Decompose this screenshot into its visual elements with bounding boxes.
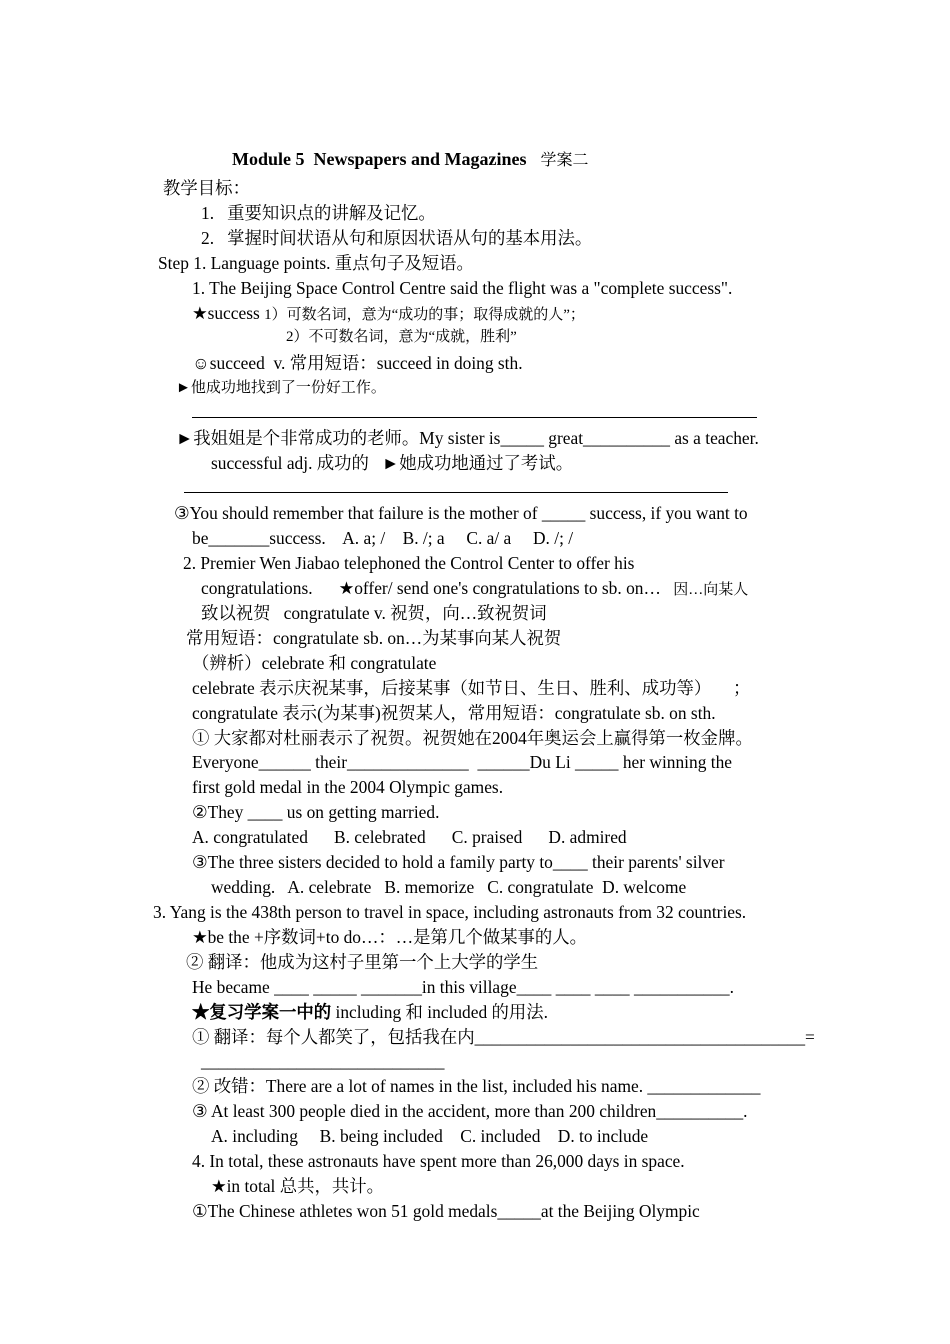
question-3b-line-1: ③The three sisters decided to hold a family party to____ their parents' silver bbox=[192, 852, 725, 872]
question-olympic: ①The Chinese athletes won 51 gold medals_____at the Beijing Olympic bbox=[192, 1201, 700, 1221]
congratulate-note: 致以祝贺 congratulate v. 祝贺，向…致祝贺词 bbox=[201, 603, 547, 623]
offer-meaning: 因…向某人 bbox=[669, 582, 749, 598]
goal-item-2: 2. 掌握时间状语从句和原因状语从句的基本用法。 bbox=[201, 228, 593, 248]
exercise-translate-5: ① 翻译：每个人都笑了，包括我在内______________________________________= bbox=[192, 1027, 815, 1047]
worksheet-tag: 学案二 bbox=[540, 152, 589, 169]
review-label: ★复习学案一中的 bbox=[192, 1002, 332, 1022]
question-3-line-1: ③You should remember that failure is the mother of _____ success, if you want to bbox=[174, 503, 748, 523]
question-2-options: A. congratulated B. celebrated C. praised D. admired bbox=[192, 827, 627, 847]
comparison-heading: （辨析）celebrate 和 congratulate bbox=[192, 653, 437, 673]
success-note bbox=[192, 302, 585, 326]
congratulate-usage: congratulate 表示(为某事)祝贺某人，常用短语：congratulate sb. on sth. bbox=[192, 703, 716, 723]
succeed-note: ☺succeed v. 常用短语：succeed in doing sth. bbox=[192, 353, 523, 373]
question-2: ②They ____ us on getting married. bbox=[192, 802, 440, 822]
offer-phrase: congratulations. ★offer/ send one's congratulations to sb. on… bbox=[201, 578, 670, 598]
question-accident-options: A. including B. being included C. included D. to include bbox=[211, 1126, 649, 1146]
error-correction: ② 改错：There are a lot of names in the list, included his name. _____________ bbox=[192, 1076, 761, 1096]
success-meaning-1: 1）可数名词，意为“成功的事；取得成就的人”； bbox=[264, 307, 585, 323]
fill-blank-line: Everyone______ their______________ ______Du Li _____ her winning the bbox=[192, 752, 733, 772]
answer-line[interactable] bbox=[184, 492, 728, 493]
goals-heading: 教学目标： bbox=[163, 178, 250, 198]
question-accident: ③ At least 300 people died in the accident, more than 200 children__________. bbox=[192, 1101, 748, 1121]
point-2-sentence: 2. Premier Wen Jiabao telephoned the Control Center to offer his bbox=[183, 553, 635, 573]
offer-congratulations-note bbox=[201, 577, 748, 601]
point-1-sentence: 1. The Beijing Space Control Centre said the flight was a "complete success". bbox=[192, 278, 733, 298]
including-review bbox=[192, 1001, 548, 1025]
exercise-translate-4: ② 翻译：他成为这村子里第一个上大学的学生 bbox=[186, 952, 539, 972]
success-term: ★success bbox=[192, 303, 265, 323]
answer-line[interactable] bbox=[192, 417, 757, 418]
success-meaning-2: 2）不可数名词，意为“成就，胜利” bbox=[286, 329, 517, 345]
ordinal-note: ★be the +序数词+to do…：…是第几个做某事的人。 bbox=[192, 927, 588, 947]
point-3-sentence: 3. Yang is the 438th person to travel in space, including astronauts from 32 countries. bbox=[153, 902, 747, 922]
congratulate-phrase: 常用短语：congratulate sb. on…为某事向某人祝贺 bbox=[186, 628, 562, 648]
answer-blank: ____________________________ bbox=[201, 1051, 445, 1071]
exercise-translate-1: ►他成功地找到了一份好工作。 bbox=[176, 380, 386, 396]
point-4-sentence: 4. In total, these astronauts have spent more than 26,000 days in space. bbox=[192, 1151, 685, 1171]
exercise-translate-2: ►我姐姐是个非常成功的老师。My sister is_____ great__________ as a teacher. bbox=[176, 428, 759, 448]
module-title: Module 5 Newspapers and Magazines bbox=[232, 149, 527, 169]
exercise-translate-3: ① 大家都对杜丽表示了祝贺。祝贺她在2004年奥运会上赢得第一枚金牌。 bbox=[192, 728, 753, 748]
goal-item-1: 1. 重要知识点的讲解及记忆。 bbox=[201, 203, 436, 223]
page-title bbox=[216, 126, 589, 194]
successful-note: successful adj. 成功的 ►她成功地通过了考试。 bbox=[211, 453, 574, 473]
review-text: including 和 included 的用法. bbox=[331, 1002, 549, 1022]
celebrate-note: celebrate 表示庆祝某事，后接某事（如节日、生日、胜利、成功等） ； bbox=[192, 678, 751, 698]
fill-blank-village: He became ____ _____ _______in this village____ ____ ____ ___________. bbox=[192, 977, 734, 997]
fill-blank-line-2: first gold medal in the 2004 Olympic games. bbox=[192, 777, 504, 797]
in-total-note: ★in total 总共，共计。 bbox=[211, 1176, 385, 1196]
question-3-line-2: be_______success. A. a; / B. /; a C. a/ a D. /; / bbox=[192, 528, 574, 548]
step-1-heading: Step 1. Language points. 重点句子及短语。 bbox=[158, 253, 474, 273]
question-3b-options: wedding. A. celebrate B. memorize C. congratulate D. welcome bbox=[211, 877, 687, 897]
